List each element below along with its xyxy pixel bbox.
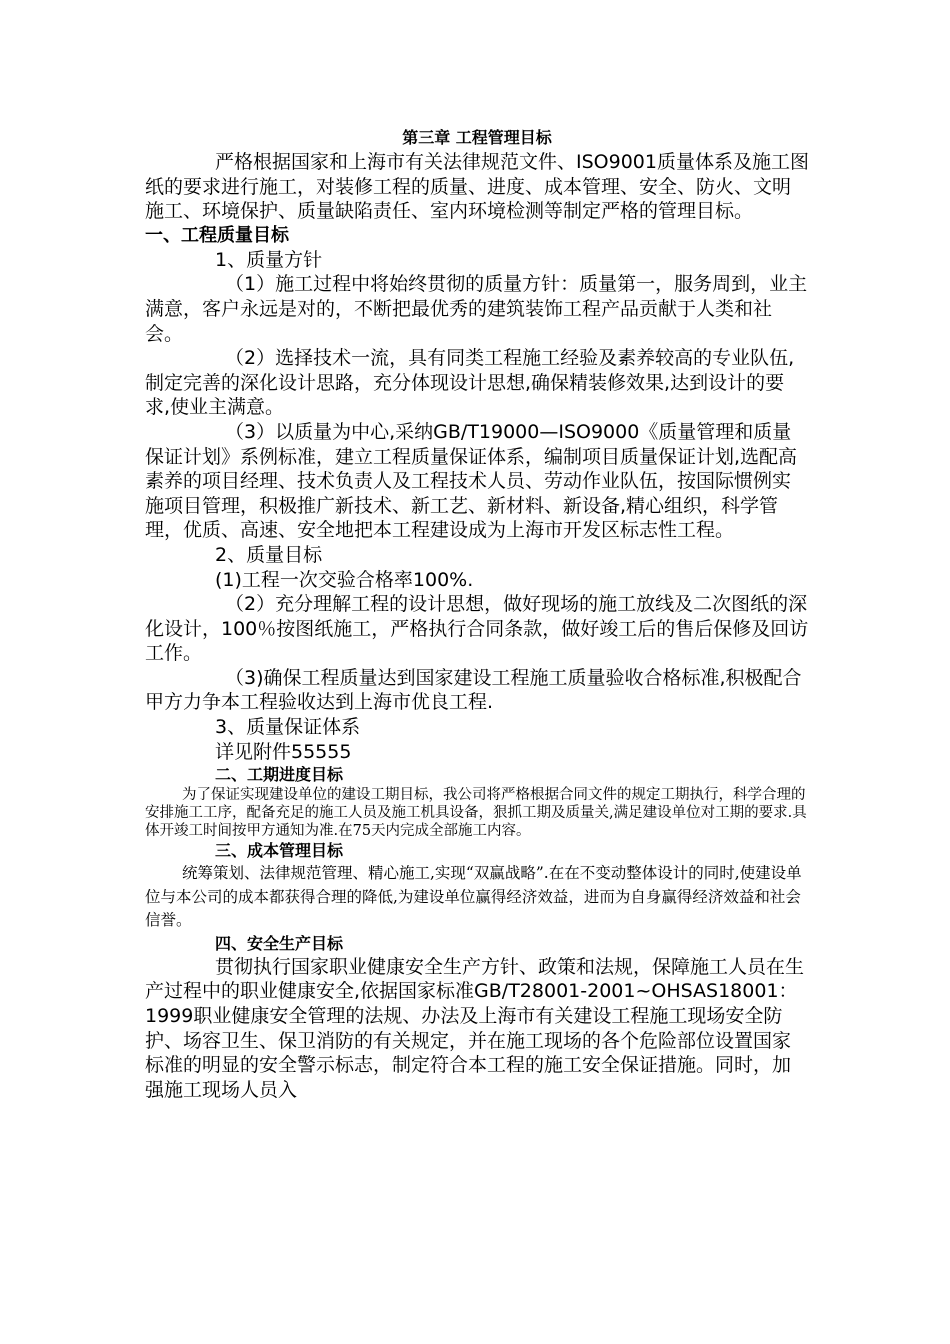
section1-sub2-paragraph-2: （2）充分理解工程的设计思想，做好现场的施工放线及二次图纸的深化设计，100％按图纸施工，严格执行合同条款，做好竣工后的售后保修及回访工作。 <box>145 593 809 665</box>
section1-sub2-paragraph-1: (1)工程一次交验合格率100%. <box>215 568 474 591</box>
intro-paragraph: 严格根据国家和上海市有关法律规范文件、ISO9001质量体系及施工图纸的要求进行施工，对装修工程的质量、进度、成本管理、安全、防火、文明施工、环境保护、质量缺陷责任、室内环境检测等制定严格的管理目标。 <box>145 151 809 223</box>
section1-heading: 一、工程质量目标 <box>145 224 289 246</box>
section2-body: 为了保证实现建设单位的建设工期目标，我公司将严格根据合同文件的规定工期执行，科学合理的安排施工工序，配备充足的施工人员及施工机具设备，狠抓工期及质量关,满足建设单位对工期的要求.具体开竣工时间按甲方通知为准.在75天内完成全部施工内容。 <box>145 787 807 840</box>
section1-sub3-paragraph-1: 详见附件55555 <box>215 740 352 763</box>
section1-sub1-paragraph-3: （3）以质量为中心,采纳GB/T19000—ISO9000《质量管理和质量保证计划》系例标准，建立工程质量保证体系，编制项目质量保证计划,选配高素养的项目经理、技术负责人及工程技术人员、劳动作业队伍，按国际惯例实施项目管理，积极推广新技术、新工艺、新材料、新设备,精心组织，科学管理，优质、高速、安全地把本工程建设成为上海市开发区标志性工程。 <box>145 420 798 542</box>
section4-heading: 四、安全生产目标 <box>215 933 344 953</box>
section4-body: 贯彻执行国家职业健康安全生产方针、政策和法规，保障施工人员在生产过程中的职业健康安全,依据国家标准GB/T28001-2001~OHSAS18001：1999职业健康安全管理的法规、办法及上海市有关建设工程施工现场安全防护、场容卫生、保卫消防的有关规定，并在施工现场的各个危险部位设置国家标准的明显的安全警示标志，制定符合本工程的施工安全保证措施。同时，加强施工现场人员入 <box>145 955 805 1101</box>
section3-heading: 三、成本管理目标 <box>215 841 344 861</box>
section1-sub2-heading: 2、质量目标 <box>215 543 323 566</box>
document-page <box>145 126 809 1102</box>
section3-body: 统筹策划、法律规范管理、精心施工,实现“双赢战略”.在在不变动整体设计的同时,使建设单位与本公司的成本都获得合理的降低,为建设单位赢得经济效益，进而为自身赢得经济效益和社会信誉。 <box>145 864 802 930</box>
section1-sub1-paragraph-1: （1）施工过程中将始终贯彻的质量方针：质量第一，服务周到，业主满意，客户永远是对的，不断把最优秀的建筑装饰工程产品贡献于人类和社会。 <box>145 273 808 345</box>
section1-sub2-paragraph-3: （3)确保工程质量达到国家建设工程施工质量验收合格标准,积极配合甲方力争本工程验收达到上海市优良工程. <box>145 666 802 714</box>
section1-sub1-paragraph-2: （2）选择技术一流，具有同类工程施工经验及素养较高的专业队伍,制定完善的深化设计思路，充分体现设计思想,确保精装修效果,达到设计的要求,使业主满意。 <box>145 347 795 419</box>
section2-heading: 二、工期进度目标 <box>215 765 344 785</box>
section1-sub1-heading: 1、质量方针 <box>215 248 323 271</box>
chapter-title: 第三章 工程管理目标 <box>402 128 552 147</box>
section1-sub3-heading: 3、质量保证体系 <box>215 716 361 739</box>
